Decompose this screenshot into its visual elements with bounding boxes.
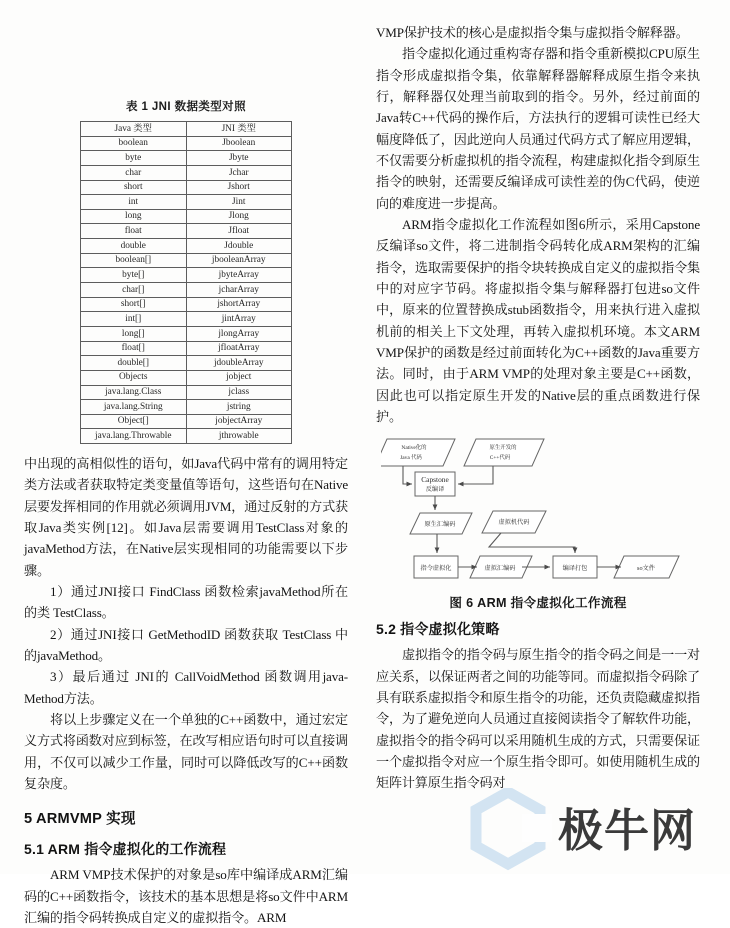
- cell-jni-type: jdoubleArray: [186, 356, 292, 371]
- table-row: [81, 239, 292, 254]
- table-row: [81, 283, 292, 298]
- table-row: [81, 356, 292, 371]
- cell-jni-type: Jlong: [186, 209, 292, 224]
- cell-java-type: int: [81, 195, 187, 210]
- table-row: [81, 385, 292, 400]
- node-instruction-virtualization-label: 指令虚拟化: [420, 565, 452, 573]
- cell-java-type: byte: [81, 151, 187, 166]
- edge-native-java-to-capstone: [403, 466, 412, 484]
- table-row: [81, 136, 292, 151]
- cell-java-type: Object[]: [81, 414, 187, 429]
- table-row: [81, 400, 292, 415]
- cell-java-type: char: [81, 165, 187, 180]
- virtualization-paragraph: 指令虚拟化通过重构寄存器和指令重新模拟CPU原生指令形成虚拟指令集，依靠解释器解释成原生指令来执行，解释器仅处理当前取到的指令。另外，经过前面的Java转C++代码的操作后，方法执行的逻辑可读性已经大幅度降低了，因此逆向人员通过代码方式了解应用逻辑，不仅需要分析虚拟机的指令流程，构建虚拟化指令到原生指令的映射，还需要反编译成可读性差的伪C代码，使逆向的难度进一步提高。: [376, 46, 700, 211]
- cell-jni-type: jcharArray: [186, 283, 292, 298]
- cell-jni-type: jbyteArray: [186, 268, 292, 283]
- cell-jni-type: jintArray: [186, 312, 292, 327]
- cell-jni-type: Jbyte: [186, 151, 292, 166]
- node-capstone-label-line2: 反编译: [425, 486, 445, 494]
- cell-jni-type: Jshort: [186, 180, 292, 195]
- cell-jni-type: jthrowable: [186, 429, 292, 444]
- node-compile-package-label: 编译打包: [562, 565, 588, 573]
- cell-jni-type: Jdouble: [186, 239, 292, 254]
- node-native-java-label-line1: Native化的: [401, 445, 427, 452]
- arm-virtualization-flowchart: [381, 437, 695, 589]
- cell-java-type: boolean: [81, 136, 187, 151]
- table-row: [81, 268, 292, 283]
- cell-java-type: float: [81, 224, 187, 239]
- cell-jni-type: jobjectArray: [186, 414, 292, 429]
- table-row: [81, 180, 292, 195]
- node-so-file-label: so文件: [637, 565, 655, 573]
- cell-jni-type: jbooleanArray: [186, 253, 292, 268]
- table-row: [81, 312, 292, 327]
- table-row: [81, 209, 292, 224]
- node-vm-code-label: 虚拟机代码: [498, 519, 530, 527]
- paragraph-after-table: 中出现的高相似性的语句，如Java代码中常有的调用特定类方法或者获取特定类变量值等语句，这些语句在Native层要发挥相同的作用就必须调用JVM，通过反射的方式获取Java类实例[12]。如Java层需要调用TestClass对象的javaMethod方法，在Native层实现相同的功能需要以下步骤。: [24, 456, 348, 578]
- cell-jni-type: jshortArray: [186, 297, 292, 312]
- table-row: [81, 326, 292, 341]
- cell-jni-type: jstring: [186, 400, 292, 415]
- cell-java-type: double[]: [81, 356, 187, 371]
- table-row: [81, 224, 292, 239]
- cell-java-type: short[]: [81, 297, 187, 312]
- section-heading-5-1: 5.1 ARM 指令虚拟化的工作流程: [24, 841, 227, 858]
- edge-vm-code-to-compile-package: [489, 533, 575, 553]
- cell-java-type: byte[]: [81, 268, 187, 283]
- step-3-paragraph: 3）最后通过 JNI的 CallVoidMethod 函数调用java-Method方法。: [24, 669, 348, 706]
- cell-java-type: char[]: [81, 283, 187, 298]
- table-row: [81, 151, 292, 166]
- node-native-asm-label: 原生汇编码: [424, 521, 456, 529]
- column-header-java: Java 类型: [81, 122, 187, 137]
- table-row: [81, 297, 292, 312]
- cell-java-type: java.lang.String: [81, 400, 187, 415]
- table-row: [81, 341, 292, 356]
- jni-table-body: [81, 122, 292, 444]
- cell-jni-type: jobject: [186, 370, 292, 385]
- table-row: [81, 253, 292, 268]
- left-column: [24, 22, 348, 925]
- watermark-text: 极牛网: [558, 806, 697, 856]
- section-5-1-paragraph: ARM VMP技术保护的对象是so库中编译成ARM汇编码的C++函数指令，该技术的基本思想是将so文件中ARM汇编的指令码转换成自定义的虚拟指令。ARM: [24, 867, 348, 925]
- table-row: [81, 370, 292, 385]
- cell-java-type: java.lang.Throwable: [81, 429, 187, 444]
- jni-type-table: [80, 121, 292, 444]
- node-native-cpp-label-line2: C++代码: [489, 455, 511, 462]
- right-column: [376, 22, 700, 866]
- cell-java-type: float[]: [81, 341, 187, 356]
- section-5-2-paragraph: 虚拟指令的指令码与原生指令的指令码之间是一一对应关系，以保证两者之间的功能等同。而虚拟指令码除了具有联系虚拟指令和原生指令的功能，还负责隐藏虚拟指令，为了避免逆向人员通过直接阅读指令了解软件功能，虚拟指令的指令码可以采用随机生成的方式，只需要保证一个虚拟指令对应一个原生指令即可。如使用随机生成的矩阵计算原生指令码对: [376, 647, 700, 791]
- cell-jni-type: jclass: [186, 385, 292, 400]
- node-virtual-asm-label: 虚拟汇编码: [484, 565, 516, 573]
- cell-java-type: Objects: [81, 370, 187, 385]
- step-2-paragraph: 2）通过JNI接口 GetMethodID 函数获取 TestClass 中的javaMethod。: [24, 626, 348, 664]
- cell-jni-type: jlongArray: [186, 326, 292, 341]
- cell-java-type: short: [81, 180, 187, 195]
- node-native-cpp-shape: [464, 439, 544, 466]
- node-native-cpp-label-line1: 原生开发的: [489, 445, 517, 452]
- figure-6-caption: 图 6 ARM 指令虚拟化工作流程: [449, 596, 627, 611]
- table-header-row: [81, 122, 292, 137]
- macro-definition-paragraph: 将以上步骤定义在一个单独的C++函数中，通过宏定义方式将函数对应到标签，在改写相应语句时可以直接调用，不仅可以减少工作量，同时可以降低改写的C++函数复杂度。: [24, 712, 348, 792]
- cell-java-type: long[]: [81, 326, 187, 341]
- section-heading-5: 5 ARMVMP 实现: [24, 811, 136, 828]
- two-column-layout: [24, 22, 708, 925]
- cell-jni-type: jfloatArray: [186, 341, 292, 356]
- node-native-java-shape: [381, 439, 455, 466]
- cell-java-type: boolean[]: [81, 253, 187, 268]
- continued-paragraph-top: VMP保护技术的核心是虚拟指令集与虚拟指令解释器。: [376, 25, 689, 40]
- table-caption: 表 1 JNI 数据类型对照: [126, 101, 246, 113]
- workflow-paragraph: ARM指令虚拟化工作流程如图6所示，采用Capstone反编译so文件，将二进制指令码转化成ARM架构的汇编指令，选取需要保护的指令块转换成自定义的虚拟指令集中的对应字节码。将虚拟指令集与解释器打包进so文件中，原来的位置替换成stub函数指令，用来执行进入虚拟机前的相关上下文处理，再转入虚拟机环境。本文ARM VMP保护的函数是经过前面转化为C++函数的Java重要方法。同时，由于ARM VMP的处理对象主要是C++函数，因此也可以指定原生开发的Native层的重点函数进行保护。: [376, 216, 700, 424]
- cell-java-type: java.lang.Class: [81, 385, 187, 400]
- table-row: [81, 195, 292, 210]
- table-row: [81, 429, 292, 444]
- edge-native-cpp-to-capstone: [458, 466, 493, 484]
- cell-jni-type: Jchar: [186, 165, 292, 180]
- node-native-java-label-line2: Java 代码: [400, 455, 422, 462]
- figure-6: [376, 437, 700, 611]
- table-row: [81, 414, 292, 429]
- cell-java-type: int[]: [81, 312, 187, 327]
- column-header-jni: JNI 类型: [186, 122, 292, 137]
- table-row: [81, 165, 292, 180]
- cell-java-type: long: [81, 209, 187, 224]
- step-1-paragraph: 1）通过JNI接口 FindClass 函数检索javaMethod所在的类 TestClass。: [24, 584, 348, 621]
- node-capstone-label-line1: Capstone: [421, 475, 449, 485]
- section-heading-5-2: 5.2 指令虚拟化策略: [376, 621, 500, 638]
- cell-java-type: double: [81, 239, 187, 254]
- cell-jni-type: Jfloat: [186, 224, 292, 239]
- cell-jni-type: Jint: [186, 195, 292, 210]
- cell-jni-type: Jboolean: [186, 136, 292, 151]
